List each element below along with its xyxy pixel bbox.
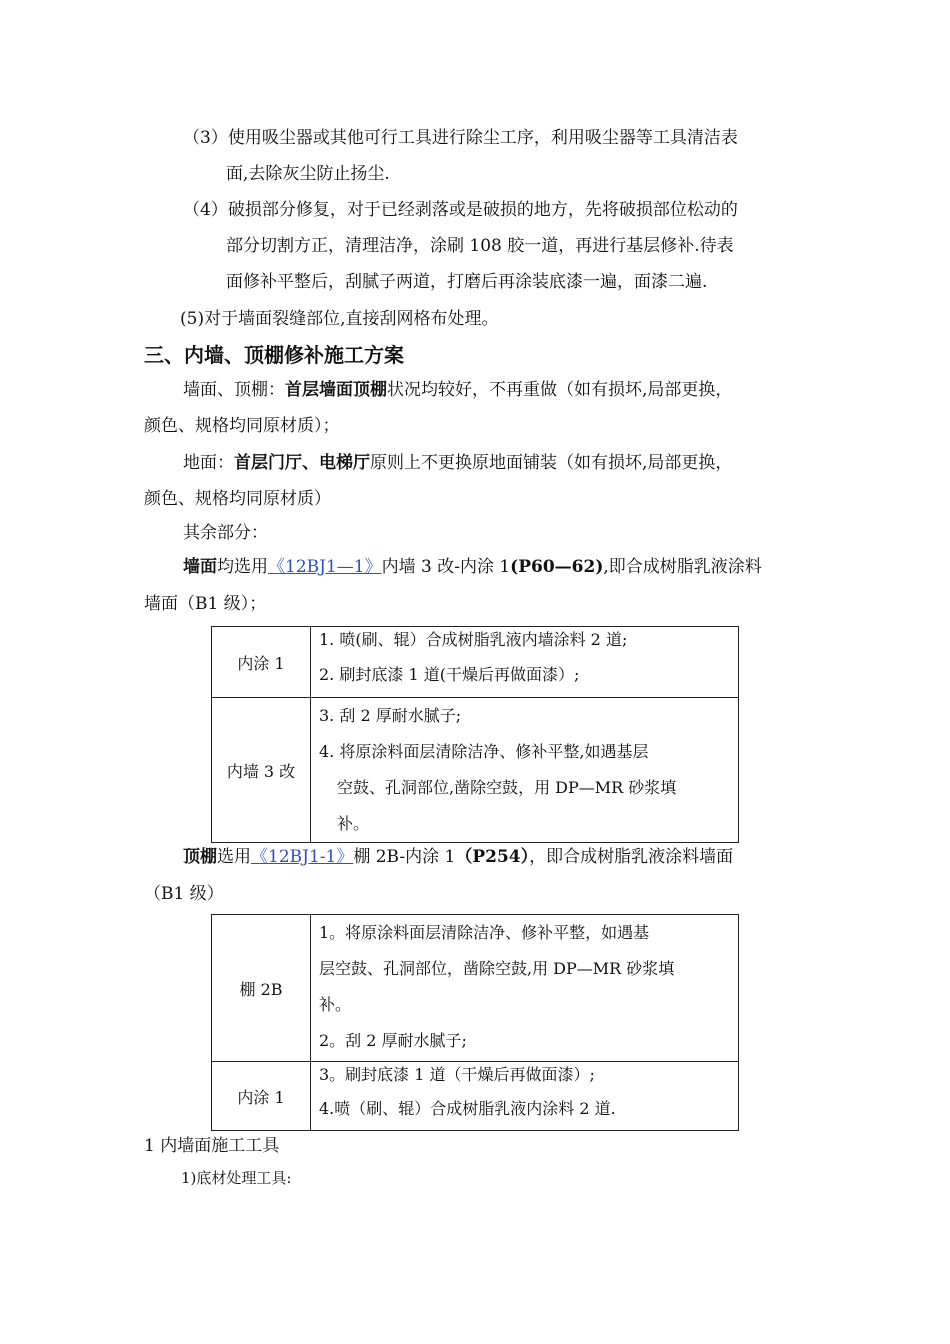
cell-line: 1. 喷(刷、辊）合成树脂乳液内墙涂料 2 道; [319,630,628,649]
table-cell-label: 棚 2B [212,915,311,1062]
cell-line: 层空鼓、孔洞部位，凿除空鼓,用 DP—MR 砂浆填 [319,959,675,978]
para-wall-rest: 状况均较好，不再重做（如有损坏,局部更换， [387,380,733,400]
table-cell-content [311,627,739,698]
cell-line: 3。刷封底漆 1 道（干燥后再做面漆）; [319,1065,595,1084]
table-cell-label: 内涂 1 [212,627,311,698]
table-row [212,627,739,698]
para-wall-line1 [183,378,732,402]
wall-spec-text1: 均选用 [217,557,268,577]
table-cell-label: 内涂 1 [212,1062,311,1131]
para-floor-rest: 原则上不更换原地面铺装（如有损坏,局部更换， [370,453,733,473]
tools-heading: 1 内墙面施工工具 [144,1136,280,1156]
table-cell-content [311,698,739,843]
ceiling-spec-text2: 棚 2B-内涂 1 [353,847,456,867]
table-ceiling-spec [211,914,739,1131]
cell-line: 1。将原涂料面层清除洁净、修补平整，如遇基 [319,923,650,942]
wall-spec-line1 [183,555,762,579]
para-floor-line2: 颜色、规格均同原材质） [144,489,331,509]
list-item-3-line1: （3）使用吸尘器或其他可行工具进行除尘工序，利用吸尘器等工具清洁表 [183,128,738,148]
list-item-4-line1: （4）破损部分修复，对于已经剥落或是破损的地方，先将破损部位松动的 [183,200,738,220]
wall-spec-bold: 墙面 [183,557,217,577]
table-row [212,698,739,843]
list-item-4-line3: 面修补平整后，刮腻子两道，打磨后再涂装底漆一遍，面漆二遍. [226,272,708,292]
table-cell-label: 内墙 3 改 [212,698,311,843]
cell-line: 2. 刷封底漆 1 道(干燥后再做面漆）; [319,665,580,684]
other-parts: 其余部分： [183,523,268,543]
ceiling-spec-line1 [183,845,733,869]
table-cell-content [311,1062,739,1131]
list-item-4-line2: 部分切割方正，清理洁净，涂刷 108 胶一道，再进行基层修补.待表 [226,236,734,256]
list-item-3-line2: 面,去除灰尘防止扬尘. [226,164,390,184]
cell-line: 3. 刮 2 厚耐水腻子; [319,706,462,725]
table-wall-spec [211,626,739,843]
ceiling-spec-code: （P254） [455,847,530,867]
wall-spec-text2: 内墙 3 改-内涂 1 [381,557,511,577]
cell-line: 空鼓、孔洞部位,凿除空鼓，用 DP—MR 砂浆填 [337,778,677,797]
ceiling-spec-text3: ，即合成树脂乳液涂料墙面 [529,847,734,867]
ceiling-spec-line2: （B1 级） [144,884,224,904]
para-floor-bold: 首层门厅、电梯厅 [234,453,370,473]
table-cell-content [311,915,739,1062]
para-wall-prefix: 墙面、顶棚： [183,380,285,400]
tools-subheading: 1)底材处理工具: [181,1169,292,1187]
ceiling-spec-link[interactable]: 《12BJ1-1》 [251,847,354,867]
cell-line: 4.喷（刷、辊）合成树脂乳液内涂料 2 道. [319,1099,616,1118]
table-row [212,915,739,1062]
para-floor-prefix: 地面： [183,453,234,473]
ceiling-spec-bold: 顶棚 [183,847,217,867]
table-row [212,1062,739,1131]
wall-spec-line2: 墙面（B1 级）； [144,594,267,614]
cell-line: 补。 [319,995,352,1014]
wall-spec-code: (P60—62) [510,557,604,577]
cell-line: 4. 将原涂料面层清除洁净、修补平整,如遇基层 [319,742,649,761]
cell-line: 补。 [337,814,370,833]
cell-line: 2。刮 2 厚耐水腻子; [319,1031,467,1050]
list-item-5: (5)对于墙面裂缝部位,直接刮网格布处理。 [180,309,499,329]
section-heading: 三、内墙、顶棚修补施工方案 [144,343,404,367]
wall-spec-link[interactable]: 《12BJ1—1》 [268,557,382,577]
ceiling-spec-text1: 选用 [217,847,251,867]
para-wall-bold: 首层墙面顶棚 [285,380,387,400]
wall-spec-text3: ,即合成树脂乳液涂料 [603,557,762,577]
para-wall-line2: 颜色、规格均同原材质）； [144,416,340,436]
para-floor-line1 [183,451,732,475]
